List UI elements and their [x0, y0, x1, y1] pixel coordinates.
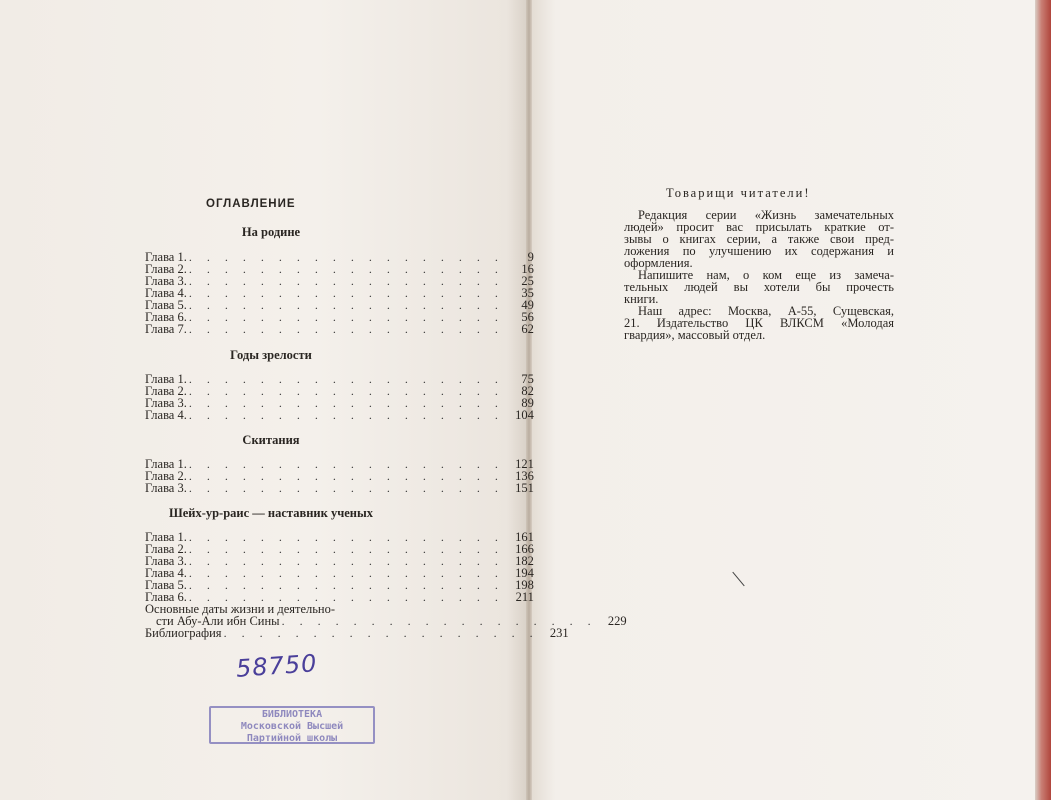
leader-dots: . . . . . . . . . . . . . . . . . .	[188, 408, 504, 422]
toc-heading: ОГЛАВЛЕНИЕ	[206, 198, 296, 210]
leader-dots: . . . . . . . . . . . . . . . . . .	[188, 262, 504, 276]
readers-note-line: тельных людей вы хотели бы прочесть	[624, 280, 894, 294]
readers-note-paragraph	[624, 269, 894, 305]
readers-note-line: людей» просит вас присылать краткие от-	[624, 220, 894, 234]
toc-page-number: 9	[527, 250, 534, 264]
readers-note-line: гвардия», массовый отдел.	[624, 328, 766, 342]
leader-dots: . . . . . . . . . . . . . . . . . .	[188, 457, 504, 471]
toc-page-number: 211	[515, 590, 534, 604]
section-title: На родине	[241, 225, 301, 239]
leader-dots: . . . . . . . . . . . . . . . . . .	[188, 542, 504, 556]
toc-chapter-label: Глава 1.	[145, 250, 187, 264]
toc-row	[145, 322, 534, 336]
leader-dots: . . . . . . . . . . . . . . . . . .	[188, 372, 504, 386]
section-title: Годы зрелости	[230, 348, 312, 362]
leader-dots: . . . . . . . . . . . . . . . . . .	[188, 384, 504, 398]
toc-dates-line1: Основные даты жизни и деятельно-	[145, 602, 336, 616]
toc-chapter-label: Глава 7.	[145, 322, 187, 336]
toc-page-number: 82	[521, 384, 534, 398]
leader-dots: . . . . . . . . . . . . . . . . . .	[188, 578, 504, 592]
toc-page-number: 151	[515, 481, 534, 495]
readers-note-line: книги.	[624, 292, 659, 306]
toc-page-number: 229	[607, 614, 627, 628]
readers-note-paragraph	[624, 209, 894, 269]
toc-chapter-label: Глава 4.	[145, 286, 187, 300]
toc-chapter-label: Глава 3.	[145, 481, 187, 495]
toc-section-4	[145, 530, 534, 604]
toc-page-number: 62	[521, 322, 534, 336]
toc-chapter-label: Глава 6.	[145, 310, 187, 324]
toc-row	[145, 481, 534, 495]
toc-chapter-label: Глава 1.	[145, 530, 187, 544]
toc-chapter-label: Глава 5.	[145, 578, 187, 592]
handwritten-number: 58750	[235, 649, 319, 683]
stamp-line: БИБЛИОТЕКА	[261, 709, 323, 720]
leader-dots: . . . . . . . . . . . . . . . . . .	[188, 469, 504, 483]
leader-dots: . . . . . . . . . . . . . . . . . .	[188, 310, 504, 324]
toc-dates-line2: сти Абу-Али ибн Сины	[156, 614, 280, 628]
leader-dots: . . . . . . . . . . . . . . . . . .	[281, 614, 597, 628]
toc-page-number: 75	[521, 372, 534, 386]
readers-note-paragraph	[624, 305, 894, 341]
toc-chapter-label: Глава 1.	[145, 457, 187, 471]
toc-chapter-label: Глава 5.	[145, 298, 187, 312]
leader-dots: . . . . . . . . . . . . . . . . . .	[188, 554, 504, 568]
toc-page-number: 104	[515, 408, 534, 422]
right-page	[530, 0, 1035, 800]
toc-row	[145, 626, 569, 640]
readers-note-line: ложения по улучшению их содержания и	[624, 244, 894, 258]
leader-dots: . . . . . . . . . . . . . . . . . .	[188, 298, 504, 312]
leader-dots: . . . . . . . . . . . . . . . . . .	[188, 274, 504, 288]
toc-chapter-label: Глава 3.	[145, 554, 187, 568]
readers-note-line: зывы о книгах серии, а также свои пред-	[624, 232, 894, 246]
toc-bibliography: Библиография	[145, 626, 222, 640]
leader-dots: . . . . . . . . . . . . . . . . . .	[188, 396, 504, 410]
readers-note-line: Наш адрес: Москва, А-55, Сущевская,	[638, 304, 894, 318]
toc-page-number: 166	[515, 542, 534, 556]
toc-page-number: 231	[549, 626, 569, 640]
toc-section-1	[145, 250, 534, 336]
leader-dots: . . . . . . . . . . . . . . . . . .	[188, 566, 504, 580]
page-edge	[1035, 0, 1051, 800]
toc-page-number: 182	[515, 554, 534, 568]
readers-note-line: 21. Издательство ЦК ВЛКСМ «Молодая	[624, 316, 894, 330]
leader-dots: . . . . . . . . . . . . . . . . . .	[188, 590, 504, 604]
readers-note-title: Товарищи читатели!	[666, 186, 811, 200]
library-stamp	[209, 706, 375, 744]
leader-dots: . . . . . . . . . . . . . . . . . .	[188, 286, 504, 300]
leader-dots: . . . . . . . . . . . . . . . . . .	[188, 322, 504, 336]
toc-page-number: 16	[521, 262, 534, 276]
toc-page-number: 198	[515, 578, 534, 592]
toc-chapter-label: Глава 1.	[145, 372, 187, 386]
stamp-line: Партийной школы	[246, 733, 338, 744]
section-title: Скитания	[242, 433, 300, 447]
toc-chapter-label: Глава 2.	[145, 542, 187, 556]
section-title: Шейх-ур-раис — наставник ученых	[168, 506, 374, 520]
toc-chapter-label: Глава 3.	[145, 274, 187, 288]
leader-dots: . . . . . . . . . . . . . . . . . .	[188, 530, 504, 544]
toc-page-number: 194	[515, 566, 534, 580]
toc-chapter-label: Глава 3.	[145, 396, 187, 410]
toc-section-3	[145, 457, 534, 495]
toc-page-number: 49	[521, 298, 534, 312]
leader-dots: . . . . . . . . . . . . . . . . . .	[188, 481, 504, 495]
toc-chapter-label: Глава 2.	[145, 384, 187, 398]
toc-dates-entry	[145, 602, 627, 640]
toc-page-number: 35	[521, 286, 534, 300]
leader-dots: . . . . . . . . . . . . . . . . . .	[223, 626, 539, 640]
readers-note-line: оформления.	[624, 256, 693, 270]
readers-note-line: Редакция серии «Жизнь замечательных	[638, 208, 894, 222]
leader-dots: . . . . . . . . . . . . . . . . . .	[188, 250, 504, 264]
toc-page-number: 56	[521, 310, 534, 324]
toc-chapter-label: Глава 4.	[145, 566, 187, 580]
toc-chapter-label: Глава 2.	[145, 262, 187, 276]
toc-page-number: 121	[515, 457, 534, 471]
stamp-line: Московской Высшей	[240, 721, 344, 732]
readers-note-line: Напишите нам, о ком еще из замеча-	[638, 268, 894, 282]
toc-section-2	[145, 372, 534, 422]
toc-chapter-label: Глава 2.	[145, 469, 187, 483]
toc-page-number: 25	[521, 274, 534, 288]
toc-chapter-label: Глава 4.	[145, 408, 187, 422]
readers-note-body	[624, 209, 894, 341]
toc-page-number: 136	[515, 469, 534, 483]
toc-row	[145, 408, 534, 422]
toc-page-number: 161	[515, 530, 534, 544]
toc-chapter-label: Глава 6.	[145, 590, 187, 604]
toc-page-number: 89	[521, 396, 534, 410]
